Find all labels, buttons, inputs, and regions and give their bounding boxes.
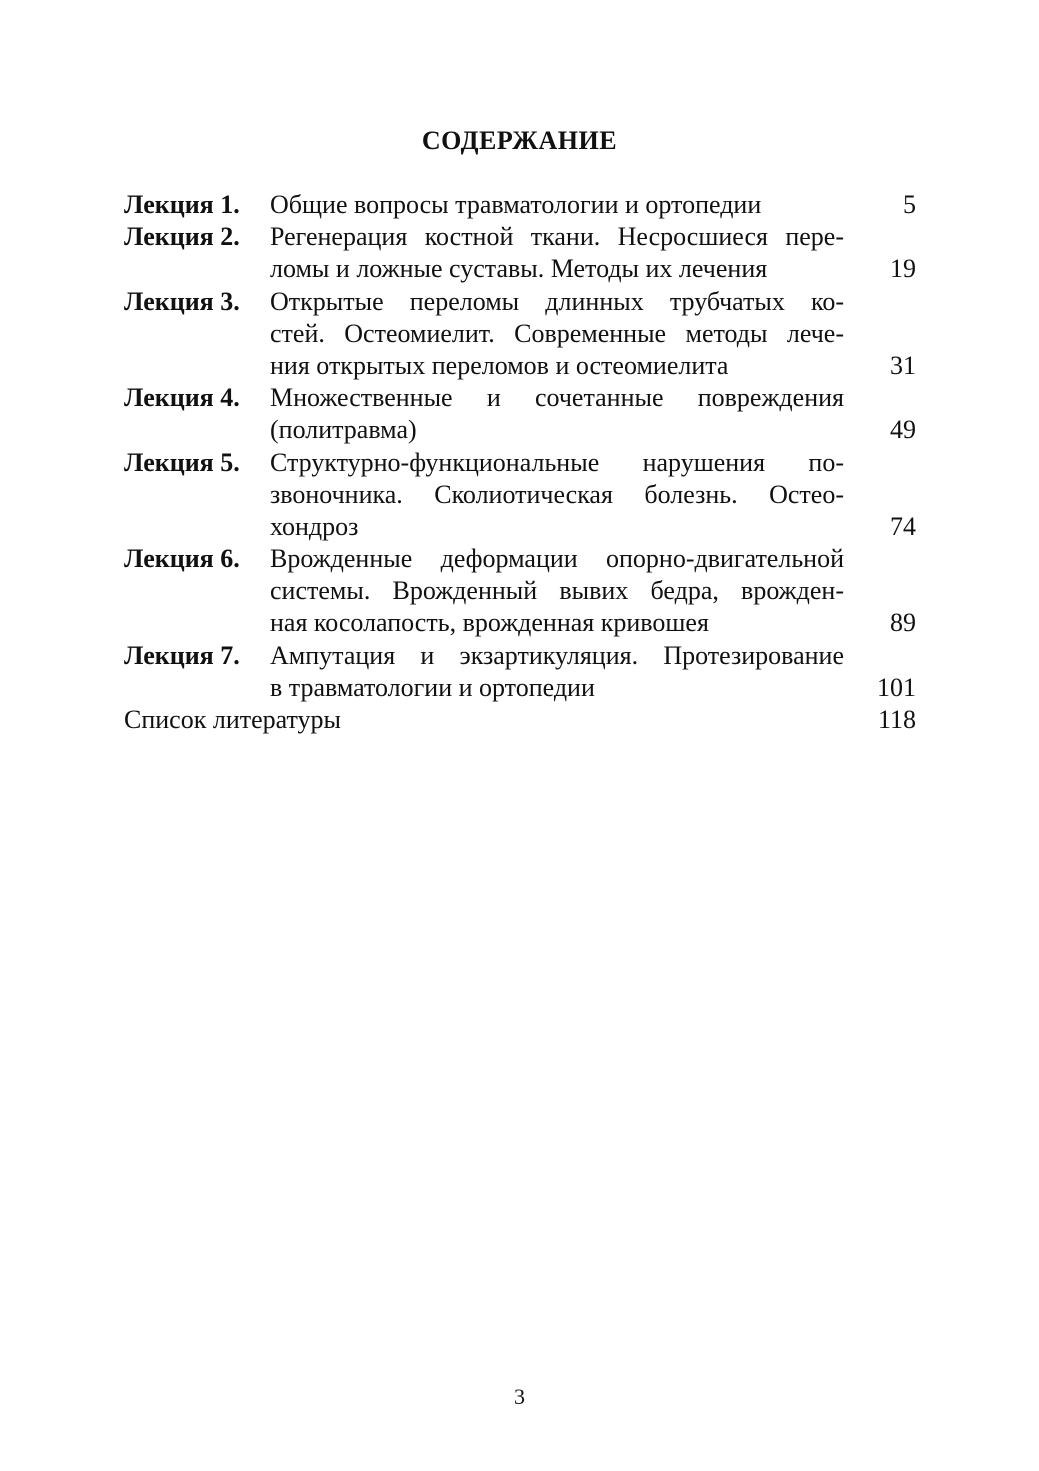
lecture-title-line: Общие вопросы травматологии и ортопедии (270, 190, 762, 219)
lecture-title-line: стей. Остеомиелит. Современные методы лече- (270, 318, 844, 348)
lecture-title (270, 382, 844, 446)
lecture-title-line: ния открытых переломов и остеомиелита (270, 350, 729, 380)
toc-entry-lecture-4[interactable] (124, 382, 916, 446)
lecture-page-number: 89 (890, 608, 916, 638)
lecture-title-line: Структурно-функциональные нарушения по- (270, 447, 844, 477)
toc-entry-lecture-2[interactable] (124, 221, 916, 285)
toc-entry-lecture-5[interactable] (124, 447, 916, 544)
table-of-contents (124, 189, 916, 736)
lecture-page-number: 19 (890, 254, 916, 284)
lecture-page-number: 101 (877, 672, 916, 702)
lecture-title-line: Регенерация костной ткани. Несросшиеся пере- (270, 222, 844, 252)
page-number: 3 (514, 1384, 525, 1409)
lecture-title-line: системы. Врожденный вывих бедра, врожден- (270, 576, 844, 606)
lecture-label: Лекция 5. (124, 447, 240, 477)
lecture-title (270, 543, 844, 640)
lecture-title-line: Ампутация и экзартикуляция. Протезирование (270, 640, 844, 670)
lecture-page-number: 49 (890, 415, 916, 445)
page-title: СОДЕРЖАНИЕ (421, 126, 618, 155)
lecture-label: Лекция 7. (124, 640, 240, 670)
toc-entry-lecture-3[interactable] (124, 286, 916, 383)
lecture-title-line: Врожденные деформации опорно-двигательной (270, 544, 844, 574)
references-label: Список литературы (124, 705, 341, 734)
lecture-title (270, 189, 844, 221)
lecture-label: Лекция 3. (124, 286, 240, 316)
lecture-page-number: 31 (890, 350, 916, 380)
references-page-number: 118 (877, 704, 916, 734)
lecture-page-number: 5 (903, 189, 916, 219)
toc-entry-references[interactable] (124, 704, 916, 736)
toc-entries (124, 189, 916, 704)
lecture-label: Лекция 6. (124, 544, 240, 574)
lecture-title-line: Множественные и сочетанные повреждения (270, 383, 844, 413)
lecture-title-line: хондроз (270, 511, 359, 541)
toc-entry-lecture-7[interactable] (124, 640, 916, 704)
lecture-title (270, 286, 844, 383)
lecture-title (270, 221, 844, 285)
lecture-title-line: Открытые переломы длинных трубчатых ко- (270, 286, 844, 316)
toc-entry-lecture-1[interactable] (124, 189, 916, 221)
toc-entry-lecture-6[interactable] (124, 543, 916, 640)
lecture-page-number: 74 (890, 511, 916, 541)
lecture-title-line: звоночника. Сколиотическая болезнь. Остео- (270, 479, 844, 509)
lecture-label: Лекция 2. (124, 222, 240, 252)
lecture-label: Лекция 4. (124, 383, 240, 413)
lecture-title (270, 640, 844, 704)
lecture-title-line: ломы и ложные суставы. Методы их лечения (270, 254, 768, 284)
lecture-title-line: в травматологии и ортопедии (270, 672, 595, 702)
lecture-title-line: ная косолапость, врожденная кривошея (270, 608, 709, 638)
lecture-title (270, 447, 844, 544)
lecture-title-line: (политравма) (270, 415, 417, 445)
lecture-label: Лекция 1. (124, 190, 240, 219)
